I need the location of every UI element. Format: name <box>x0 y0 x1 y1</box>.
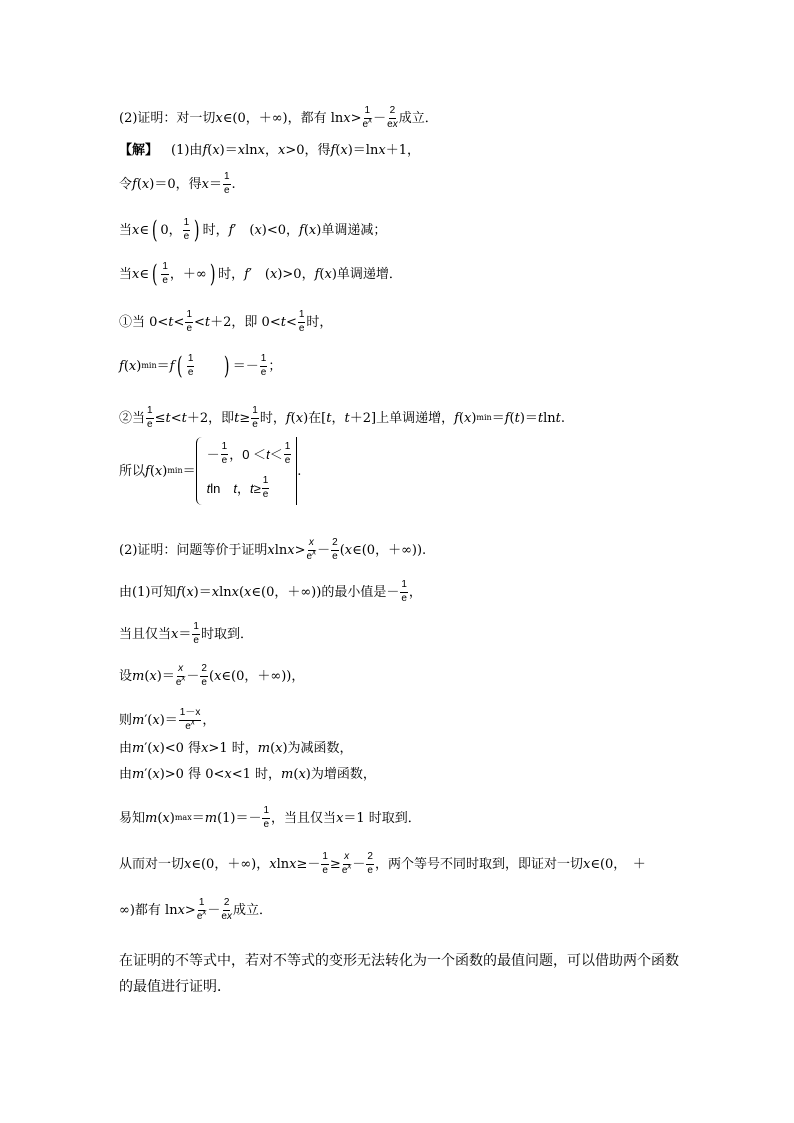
solution-line: 易知 m ( x ) max ＝ m (1)＝－ $\frac{1}{e}$ ，当且仅当 x ＝1 时取到． <box>119 805 421 830</box>
solution-line: ①当 0< t < $\frac{1}{e}$ < t ＋2，即 0< t < $\frac{1}{e}$ 时， <box>119 309 333 334</box>
fraction: $\frac{1}{e^x}$ <box>362 105 373 130</box>
fraction: $\frac{2}{e}$ <box>332 537 338 562</box>
fraction: $\frac{x}{e^x}$ <box>341 851 352 876</box>
case-2: t ln t ， t ≥ $\frac{1}{e}$ <box>206 475 269 500</box>
fraction: $\frac{1}{e}$ <box>322 851 328 876</box>
problem-part-2: (2)证明：对一切 x ∈(0，＋∞)，都有 ln x > $\frac{1}{e^x}$ － $\frac{2}{ex}$ 成立． <box>119 105 438 130</box>
solution-line: 由 m ′( x )>0 得 0< x <1 时， m ( x )为增函数， <box>119 767 376 782</box>
piecewise-min: 所以 f ( x ) min ＝ － $\frac{1}{e}$ ，0 ＜ t ＜ $\frac{1}{e}$ t ln t ， t ≥ $\frac{1}{e}$ . <box>119 437 301 505</box>
solution-line: 【解】 (1)由 f ( x )＝ x ln x ， x >0，得 f ( x )＝ln x ＋1， <box>119 143 420 158</box>
fraction: $\frac{1}{e}$ <box>186 309 192 334</box>
fraction: $\frac{1}{e}$ <box>298 309 305 334</box>
solution-line: 则 m ′( x )＝ $\frac{1-x}{e^x}$ ， <box>119 707 216 732</box>
fraction: $\frac{1}{e}$ <box>223 171 230 196</box>
case-1: － $\frac{1}{e}$ ，0 ＜ t ＜ $\frac{1}{e}$ <box>206 441 291 466</box>
fraction: $\frac{2}{e}$ <box>367 851 373 876</box>
fraction: $\frac{1}{e}$ <box>162 261 168 286</box>
solution-line: 由 m ′( x )<0 得 x >1 时， m ( x )为减函数， <box>119 741 353 756</box>
fraction: $\frac{x}{e^x}$ <box>306 537 317 562</box>
fraction: $\frac{1}{e}$ <box>252 405 258 430</box>
solution-line: 从而对一切 x ∈(0，＋∞)， x ln x ≥－ $\frac{1}{e}$ ≥ $\frac{x}{e^x}$ － $\frac{2}{e}$ ，两个等号不同时取到，即证对一切 x ∈(0， ＋ <box>119 851 646 876</box>
fraction: $\frac{2}{e}$ <box>201 663 207 688</box>
solution-line: 令 f ( x )＝0，得 x ＝ $\frac{1}{e}$ . <box>119 171 236 196</box>
left-brace <box>196 437 203 505</box>
method-note-line-1: 在证明的不等式中，若对不等式的变形无法转化为一个函数的最值问题，可以借助两个函数 <box>119 953 679 969</box>
solution-line: 当 x ∈ ( $\frac{1}{e}$ ，＋∞ ) 时， f ′ ( x )>0， f ( x )单调递增． <box>119 260 402 288</box>
fraction: $\frac{x}{e^x}$ <box>175 663 186 688</box>
method-note-line-2: 的最值进行证明． <box>119 979 231 995</box>
solution-line: 当 x ∈ ( 0， $\frac{1}{e}$ ) 时， f ′ ( x )<0， f ( x )单调递减； <box>119 216 387 244</box>
fraction: $\frac{1}{e^x}$ <box>196 897 207 922</box>
fraction: $\frac{1}{e}$ <box>401 579 407 604</box>
solution-line: ②当 $\frac{1}{e}$ ≤ t < t ＋2，即 t ≥ $\frac{1}{e}$ 时， f ( x )在[ t ， t ＋2]上单调递增， f ( x ) min ＝ f ( t )＝ t ln t . <box>119 405 566 430</box>
fraction: $\frac{1}{e}$ <box>183 217 190 242</box>
fraction: $\frac{1}{e}$ <box>263 805 270 830</box>
solution-line: f ( x ) min ＝ f ( $\frac{1}{e}$ ) ＝－ $\frac{1}{e}$ ； <box>119 352 282 380</box>
fraction: $\frac{2}{ex}$ <box>387 105 398 130</box>
fraction: $\frac{1}{e}$ <box>193 621 199 646</box>
fraction: $\frac{1}{e}$ <box>147 405 153 430</box>
solution-line: (2)证明：问题等价于证明 x ln x > $\frac{x}{e^x}$ － $\frac{2}{e}$ ( x ∈(0，＋∞)). <box>119 537 427 562</box>
fraction: $\frac{2}{ex}$ <box>221 897 232 922</box>
solution-line: 由(1)可知 f ( x )＝ x ln x ( x ∈(0，＋∞))的最小值是－ $\frac{1}{e}$ ， <box>119 579 422 604</box>
fraction: $\frac{1-x}{e^x}$ <box>179 707 201 732</box>
solution-line: ∞)都有 ln x > $\frac{1}{e^x}$ － $\frac{2}{ex}$ 成立． <box>119 897 272 922</box>
fraction: $\frac{1}{e}$ <box>260 353 267 378</box>
solution-line: 当且仅当 x ＝ $\frac{1}{e}$ 时取到． <box>119 621 253 646</box>
solution-line: 设 m ( x )＝ $\frac{x}{e^x}$ － $\frac{2}{e}$ ( x ∈(0，＋∞))， <box>119 663 305 688</box>
fraction: $\frac{1}{e}$ <box>187 353 194 378</box>
